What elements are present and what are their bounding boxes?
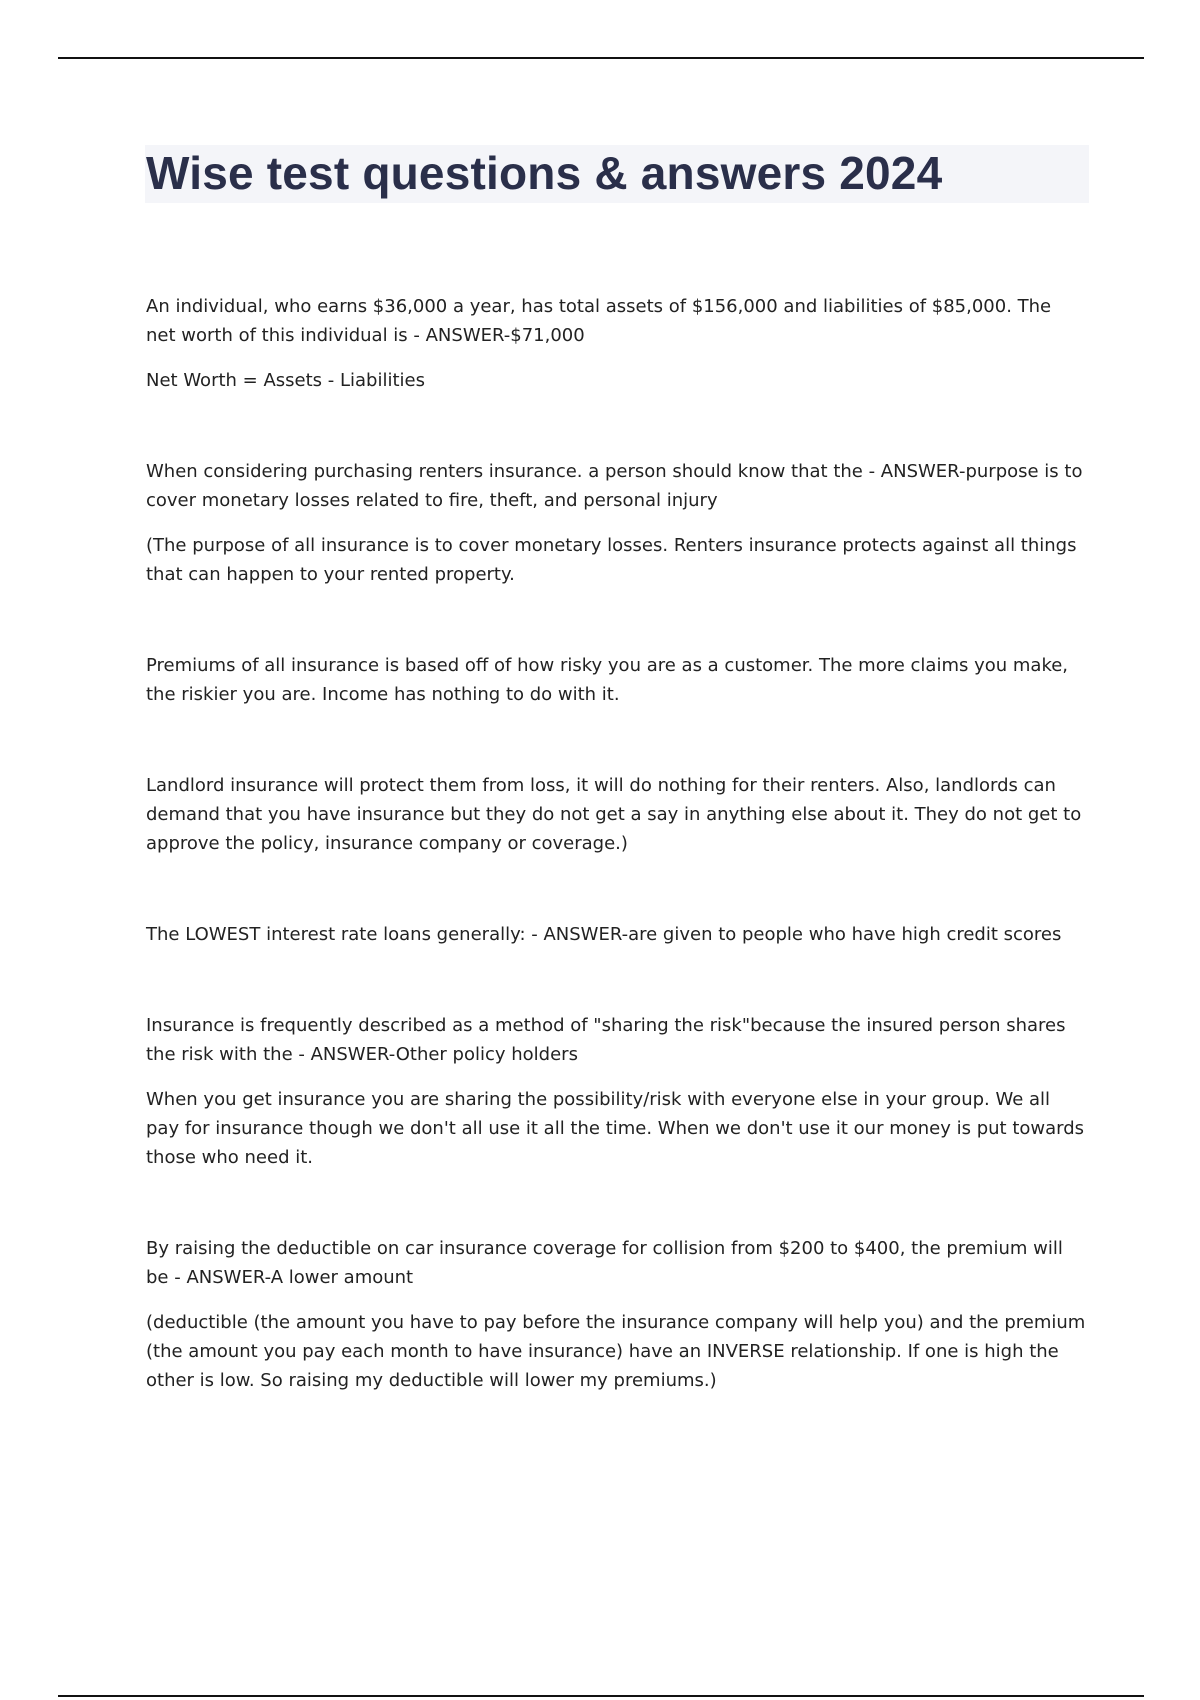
page-title: Wise test questions & answers 2024 [146, 147, 943, 199]
qa-block-interest-rate [146, 920, 1086, 949]
bottom-rule [58, 1695, 1144, 1697]
qa-block-net-worth [146, 292, 1086, 395]
explanation-paragraph: (deductible (the amount you have to pay before the insurance company will help you) and the premium (the amount you pay each month to have insurance) have an INVERSE relationship. If one is high the other is low. So raising my deductible will lower my premiums.) [146, 1312, 1086, 1391]
document-body [146, 292, 1086, 1457]
top-rule [58, 57, 1144, 59]
qa-block-deductible [146, 1234, 1086, 1395]
question-paragraph: An individual, who earns $36,000 a year, has total assets of $156,000 and liabilities of $85,000. The net worth of this individual is - ANSWER-$71,000 [146, 296, 1052, 346]
explanation-paragraph: (The purpose of all insurance is to cover monetary losses. Renters insurance protects against all things that can happen to your rented property. [146, 535, 1077, 585]
question-paragraph: By raising the deductible on car insurance coverage for collision from $200 to $400, the premium will be - ANSWER-A lower amount [146, 1238, 1063, 1288]
note-paragraph: Landlord insurance will protect them from loss, it will do nothing for their renters. Also, landlords can demand that you have insurance but they do not get a say in anything else about it. They do not get to approve the policy, insurance company or coverage.) [146, 775, 1082, 854]
note-block-landlord-insurance [146, 771, 1086, 858]
note-block-premiums [146, 651, 1086, 709]
question-paragraph: Insurance is frequently described as a method of "sharing the risk"because the insured person shares the risk with the - ANSWER-Other policy holders [146, 1015, 1066, 1065]
explanation-paragraph: When you get insurance you are sharing the possibility/risk with everyone else in your group. We all pay for insurance though we don't all use it all the time. When we don't use it our money is put towards those who need it. [146, 1089, 1085, 1168]
explanation-paragraph: Net Worth = Assets - Liabilities [146, 370, 425, 391]
question-paragraph: When considering purchasing renters insurance. a person should know that the - ANSWER-purpose is to cover monetary losses related to fire, theft, and personal injury [146, 461, 1083, 511]
qa-block-sharing-risk [146, 1011, 1086, 1172]
question-paragraph: The LOWEST interest rate loans generally: - ANSWER-are given to people who have high credit scores [146, 924, 1062, 945]
qa-block-renters-insurance [146, 457, 1086, 589]
note-paragraph: Premiums of all insurance is based off of how risky you are as a customer. The more claims you make, the riskier you are. Income has nothing to do with it. [146, 655, 1069, 705]
